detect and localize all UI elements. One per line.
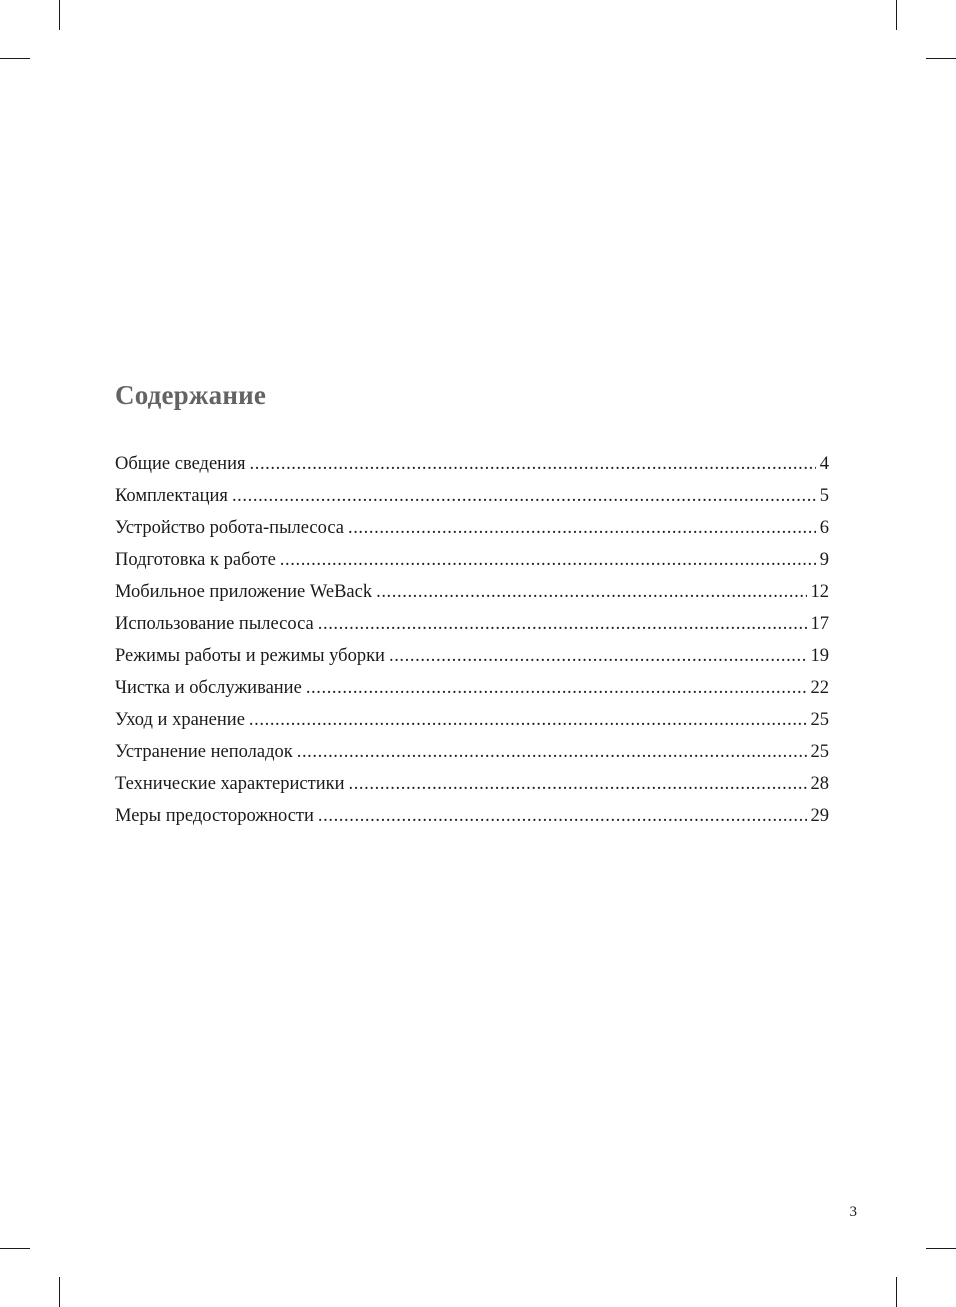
toc-entry-page: 5 <box>819 486 829 506</box>
toc-entry-label: Устранение неполадок <box>115 742 293 762</box>
crop-mark-bottom-right-horizontal <box>926 1248 956 1249</box>
dot-leader <box>249 704 807 736</box>
dot-leader <box>376 576 806 608</box>
toc-entry[interactable] <box>115 704 829 736</box>
toc-entry[interactable] <box>115 544 829 576</box>
toc-entry-page: 6 <box>819 518 829 538</box>
crop-mark-bottom-left-horizontal <box>0 1248 30 1249</box>
page-title: Содержание <box>115 380 267 410</box>
toc-entry-label: Меры предосторожности <box>115 806 314 826</box>
dot-leader <box>232 480 816 512</box>
dot-leader <box>318 608 807 640</box>
toc-entry-page: 19 <box>810 646 829 666</box>
toc-entry-page: 9 <box>819 550 829 570</box>
toc-entry-page: 12 <box>810 582 829 602</box>
dot-leader <box>250 448 816 480</box>
toc-entry-page: 17 <box>810 614 829 634</box>
toc-entry[interactable] <box>115 768 829 800</box>
toc-entry-label: Подготовка к работе <box>115 550 276 570</box>
dot-leader <box>389 640 807 672</box>
toc-entry-label: Общие сведения <box>115 454 246 474</box>
toc-entry-label: Комплектация <box>115 486 228 506</box>
toc-entry-label: Мобильное приложение WeBack <box>115 582 373 602</box>
toc-entry-page: 4 <box>819 454 829 474</box>
dot-leader <box>297 736 807 768</box>
toc-entry-label: Технические характеристики <box>115 774 345 794</box>
toc-entry-label: Чистка и обслуживание <box>115 678 302 698</box>
toc-entry[interactable] <box>115 640 829 672</box>
crop-mark-top-right-vertical <box>896 0 897 30</box>
crop-mark-bottom-right-vertical <box>896 1277 897 1307</box>
page-number: 3 <box>849 1204 857 1220</box>
toc-entry-label: Устройство робота-пылесоса <box>115 518 344 538</box>
toc-entry-page: 25 <box>810 710 829 730</box>
toc-entry-page: 22 <box>810 678 829 698</box>
toc-entry[interactable] <box>115 512 829 544</box>
toc-entry-label: Уход и хранение <box>115 710 245 730</box>
toc-entry[interactable] <box>115 448 829 480</box>
toc-entry[interactable] <box>115 672 829 704</box>
toc-entry[interactable] <box>115 608 829 640</box>
crop-mark-bottom-left-vertical <box>59 1277 60 1307</box>
crop-mark-top-right-horizontal <box>926 58 956 59</box>
toc-entry-label: Использование пылесоса <box>115 614 314 634</box>
dot-leader <box>318 800 807 832</box>
toc-entry[interactable] <box>115 576 829 608</box>
toc-entry-page: 25 <box>810 742 829 762</box>
dot-leader <box>348 768 806 800</box>
dot-leader <box>348 512 816 544</box>
toc-entry[interactable] <box>115 736 829 768</box>
dot-leader <box>280 544 816 576</box>
dot-leader <box>306 672 807 704</box>
toc-entry[interactable] <box>115 480 829 512</box>
toc-entry-page: 29 <box>810 806 829 826</box>
crop-mark-top-left-horizontal <box>0 58 30 59</box>
toc-entry-page: 28 <box>810 774 829 794</box>
crop-mark-top-left-vertical <box>59 0 60 30</box>
toc-entry[interactable] <box>115 800 829 832</box>
toc-entry-label: Режимы работы и режимы уборки <box>115 646 385 666</box>
table-of-contents <box>115 448 829 832</box>
